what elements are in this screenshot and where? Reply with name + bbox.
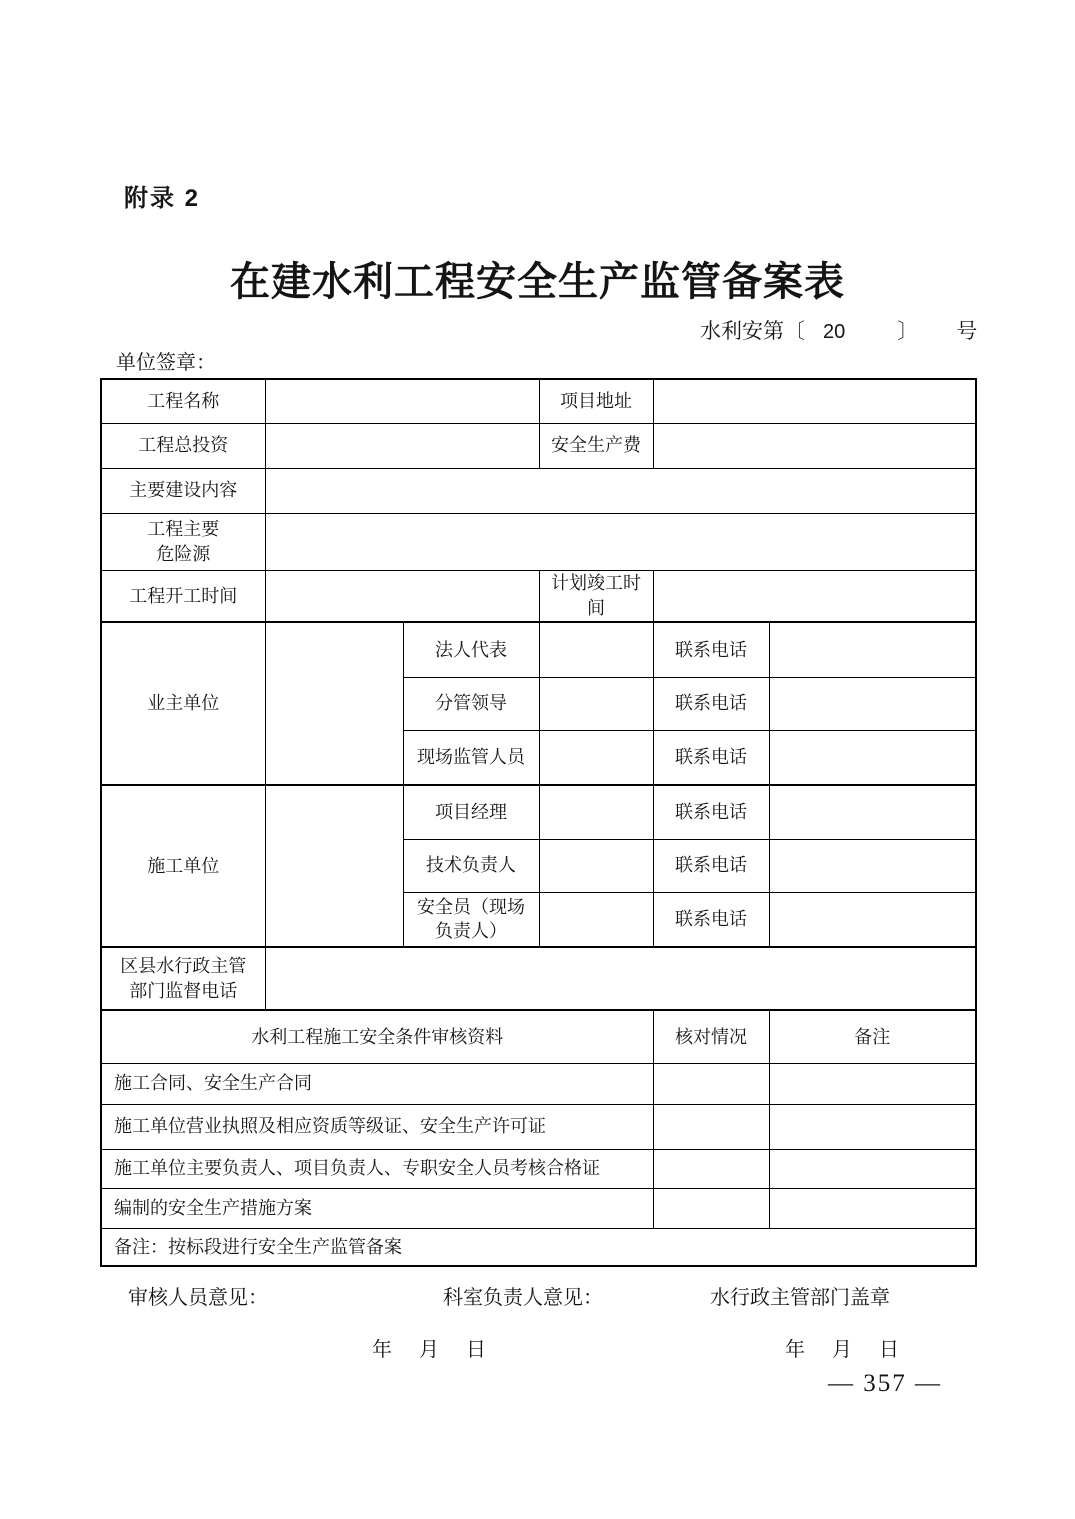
constructor-unit-label: 施工单位 bbox=[101, 785, 265, 947]
table-row bbox=[101, 423, 976, 468]
table-row bbox=[101, 1228, 976, 1266]
review-item-label: 施工合同、安全生产合同 bbox=[101, 1063, 653, 1104]
total-investment-value-cell[interactable] bbox=[265, 423, 539, 468]
date-line-left bbox=[372, 1333, 486, 1362]
review-item-label: 编制的安全生产措施方案 bbox=[101, 1188, 653, 1228]
table-row bbox=[101, 1149, 976, 1188]
date-year-label: 年 bbox=[785, 1339, 805, 1361]
owner-phone-label: 联系电话 bbox=[653, 677, 769, 730]
review-item-remark-cell[interactable] bbox=[769, 1149, 976, 1188]
remark-header: 备注 bbox=[769, 1010, 976, 1063]
appendix-label: 附录 2 bbox=[124, 185, 201, 212]
department-seal-label: 水行政主管部门盖章 bbox=[710, 1287, 890, 1309]
date-line-right bbox=[785, 1333, 899, 1362]
doc-no-prefix: 水利安第〔 bbox=[700, 319, 805, 343]
table-row bbox=[101, 468, 976, 513]
owner-role-label: 法人代表 bbox=[403, 622, 539, 677]
table-row bbox=[101, 379, 976, 423]
start-time-value-cell[interactable] bbox=[265, 570, 539, 622]
date-day-label: 日 bbox=[879, 1339, 899, 1361]
constructor-role-label: 安全员（现场负责人） bbox=[403, 892, 539, 947]
constructor-role-label: 项目经理 bbox=[403, 785, 539, 839]
main-hazard-label-line1: 工程主要 bbox=[147, 519, 220, 540]
doc-no-suffix: 号 bbox=[956, 319, 978, 343]
doc-no-close-bracket: 〕 bbox=[897, 319, 919, 343]
unit-seal-label: 单位签章： bbox=[116, 352, 216, 374]
project-address-value-cell[interactable] bbox=[653, 379, 976, 423]
main-hazard-label bbox=[101, 513, 265, 570]
project-name-value-cell[interactable] bbox=[265, 379, 539, 423]
review-item-check-cell[interactable] bbox=[653, 1188, 769, 1228]
constructor-unit-name-cell[interactable] bbox=[265, 785, 403, 947]
total-investment-label: 工程总投资 bbox=[101, 423, 265, 468]
constructor-phone-label: 联系电话 bbox=[653, 892, 769, 947]
table-row bbox=[101, 947, 976, 1010]
table-row bbox=[101, 785, 976, 839]
owner-phone-value-cell[interactable] bbox=[769, 622, 976, 677]
owner-role-value-cell[interactable] bbox=[539, 730, 653, 785]
safety-fee-label: 安全生产费 bbox=[539, 423, 653, 468]
date-month-label: 月 bbox=[832, 1339, 852, 1361]
constructor-role-value-cell[interactable] bbox=[539, 839, 653, 892]
table-row bbox=[101, 1104, 976, 1149]
owner-phone-value-cell[interactable] bbox=[769, 730, 976, 785]
owner-role-value-cell[interactable] bbox=[539, 677, 653, 730]
table-row bbox=[101, 622, 976, 677]
owner-role-label: 现场监管人员 bbox=[403, 730, 539, 785]
owner-phone-label: 联系电话 bbox=[653, 730, 769, 785]
main-construction-value-cell[interactable] bbox=[265, 468, 976, 513]
owner-phone-value-cell[interactable] bbox=[769, 677, 976, 730]
review-item-remark-cell[interactable] bbox=[769, 1188, 976, 1228]
table-row bbox=[101, 1010, 976, 1063]
doc-no-year: 20 bbox=[823, 321, 846, 343]
county-authority-phone-label bbox=[101, 947, 265, 1010]
date-year-label: 年 bbox=[372, 1339, 392, 1361]
note-row: 备注：按标段进行安全生产监管备案 bbox=[101, 1228, 976, 1266]
review-item-remark-cell[interactable] bbox=[769, 1063, 976, 1104]
owner-role-value-cell[interactable] bbox=[539, 622, 653, 677]
start-time-label: 工程开工时间 bbox=[101, 570, 265, 622]
review-item-label: 施工单位营业执照及相应资质等级证、安全生产许可证 bbox=[101, 1104, 653, 1149]
document-number-line bbox=[700, 315, 977, 345]
constructor-phone-label: 联系电话 bbox=[653, 785, 769, 839]
review-item-remark-cell[interactable] bbox=[769, 1104, 976, 1149]
county-authority-phone-label-line2: 部门监督电话 bbox=[129, 980, 238, 1001]
finish-time-value-cell[interactable] bbox=[653, 570, 976, 622]
county-authority-phone-label-line1: 区县水行政主管 bbox=[120, 956, 247, 977]
table-row bbox=[101, 513, 976, 570]
constructor-phone-label: 联系电话 bbox=[653, 839, 769, 892]
table-row bbox=[101, 1063, 976, 1104]
reviewer-opinion-label: 审核人员意见： bbox=[128, 1287, 268, 1309]
constructor-phone-value-cell[interactable] bbox=[769, 785, 976, 839]
review-item-label: 施工单位主要负责人、项目负责人、专职安全人员考核合格证 bbox=[101, 1149, 653, 1188]
table-row bbox=[101, 570, 976, 622]
owner-unit-label: 业主单位 bbox=[101, 622, 265, 785]
review-materials-header: 水利工程施工安全条件审核资料 bbox=[101, 1010, 653, 1063]
constructor-role-label: 技术负责人 bbox=[403, 839, 539, 892]
project-address-label: 项目地址 bbox=[539, 379, 653, 423]
constructor-phone-value-cell[interactable] bbox=[769, 892, 976, 947]
check-status-header: 核对情况 bbox=[653, 1010, 769, 1063]
filing-form-table bbox=[100, 378, 977, 1267]
owner-unit-name-cell[interactable] bbox=[265, 622, 403, 785]
main-hazard-label-line2: 危险源 bbox=[156, 543, 211, 564]
county-authority-phone-value-cell[interactable] bbox=[265, 947, 976, 1010]
constructor-phone-value-cell[interactable] bbox=[769, 839, 976, 892]
section-chief-opinion-label: 科室负责人意见： bbox=[443, 1287, 603, 1309]
review-item-check-cell[interactable] bbox=[653, 1104, 769, 1149]
date-month-label: 月 bbox=[419, 1339, 439, 1361]
review-item-check-cell[interactable] bbox=[653, 1063, 769, 1104]
page-number: — 357 — bbox=[828, 1370, 942, 1397]
safety-fee-value-cell[interactable] bbox=[653, 423, 976, 468]
constructor-role-value-cell[interactable] bbox=[539, 785, 653, 839]
constructor-role-value-cell[interactable] bbox=[539, 892, 653, 947]
project-name-label: 工程名称 bbox=[101, 379, 265, 423]
review-item-check-cell[interactable] bbox=[653, 1149, 769, 1188]
owner-role-label: 分管领导 bbox=[403, 677, 539, 730]
finish-time-label: 计划竣工时间 bbox=[539, 570, 653, 622]
owner-phone-label: 联系电话 bbox=[653, 622, 769, 677]
page-title: 在建水利工程安全生产监管备案表 bbox=[230, 259, 845, 304]
table-row bbox=[101, 1188, 976, 1228]
date-day-label: 日 bbox=[466, 1339, 486, 1361]
main-hazard-value-cell[interactable] bbox=[265, 513, 976, 570]
main-construction-label: 主要建设内容 bbox=[101, 468, 265, 513]
